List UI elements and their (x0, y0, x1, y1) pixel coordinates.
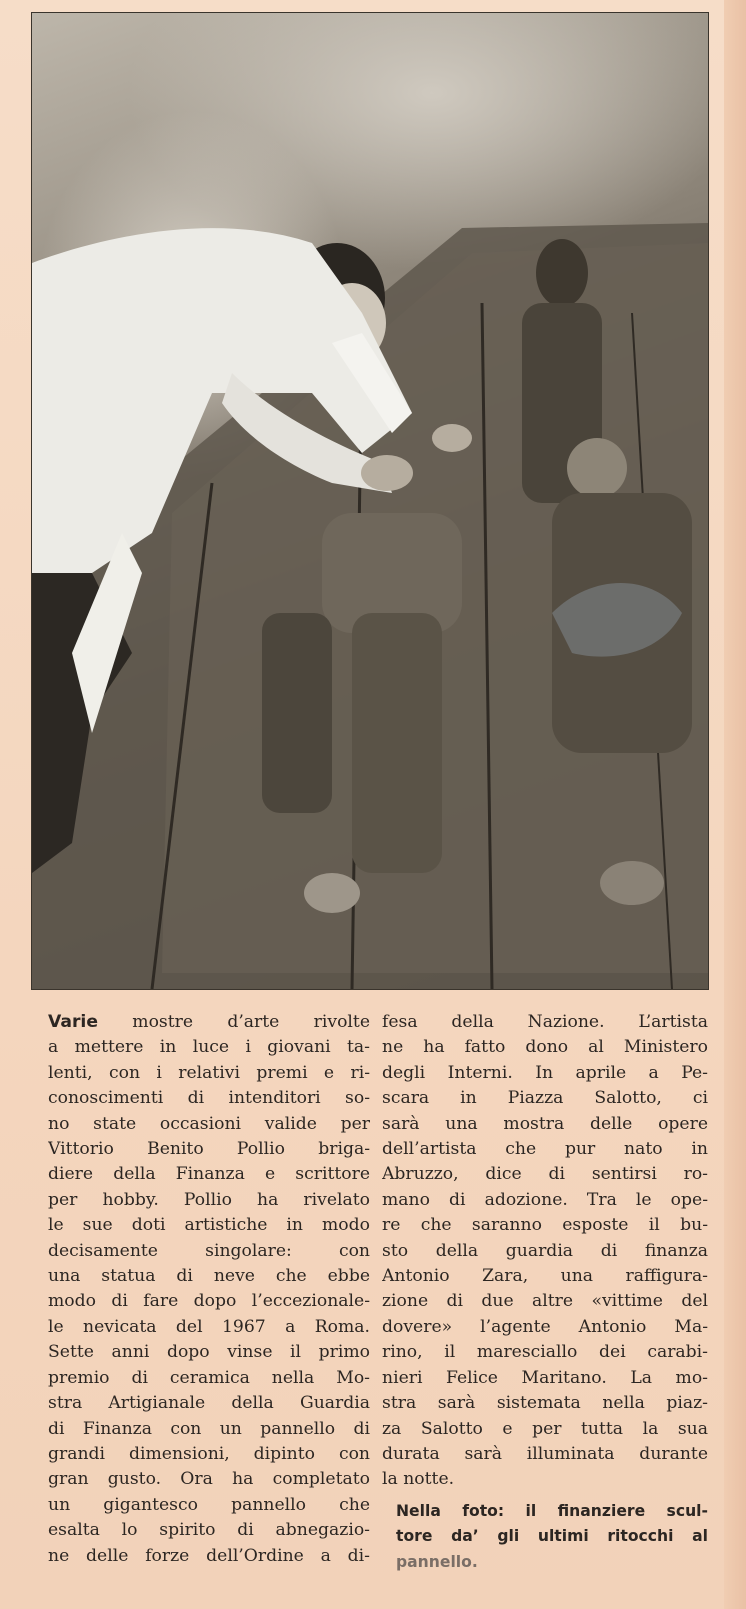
article-line: no state occasioni valide per (48, 1113, 370, 1134)
article-line: zione di due altre «vittime del (382, 1291, 708, 1312)
article-line: sarà una mostra delle opere (382, 1113, 708, 1134)
article-line: modo di fare dopo l’eccezionale- (48, 1291, 370, 1312)
article-column-1 (48, 1010, 370, 1569)
article-line: ne ha fatto dono al Ministero (382, 1037, 708, 1058)
article-line: conoscimenti di intenditori so- (48, 1088, 370, 1109)
article-line: Sette anni dopo vinse il primo (48, 1342, 370, 1363)
article-line: la notte. (382, 1469, 455, 1490)
article-line: decisamente singolare: con (48, 1240, 370, 1261)
article-line: dovere» l’agente Antonio Ma- (382, 1316, 708, 1337)
article-line: di Finanza con un pannello di (48, 1418, 370, 1439)
article-line: Abruzzo, dice di sentirsi ro- (382, 1164, 708, 1185)
article-line: Vittorio Benito Pollio briga- (48, 1139, 370, 1160)
article-line: lenti, con i relativi premi e ri- (48, 1062, 370, 1083)
paper-edge (724, 0, 746, 1609)
article-line: fesa della Nazione. L’artista (382, 1012, 708, 1032)
article-line: per hobby. Pollio ha rivelato (48, 1189, 370, 1210)
article-line: ne delle forze dell’Ordine a di- (48, 1545, 370, 1566)
photo-caption (382, 1499, 708, 1575)
article-line: rino, il maresciallo dei carabi- (382, 1342, 708, 1363)
article-line: grandi dimensioni, dipinto con (48, 1443, 370, 1464)
article-line: stra Artigianale della Guardia (48, 1393, 370, 1414)
caption-line: Nella foto: il finanziere scul- (396, 1501, 708, 1520)
article-column-2 (382, 1010, 708, 1575)
article-line: dell’artista che pur nato in (382, 1139, 708, 1160)
article-line: Varie mostre d’arte rivolte (48, 1012, 370, 1032)
article-line: premio di ceramica nella Mo- (48, 1367, 370, 1388)
article-line: Antonio Zara, una raffigura- (382, 1266, 708, 1287)
article-line: scara in Piazza Salotto, ci (382, 1088, 708, 1109)
article-line: esalta lo spirito di abnegazio- (48, 1520, 370, 1541)
article-line: mano di adozione. Tra le ope- (382, 1189, 708, 1210)
article-line: a mettere in luce i giovani ta- (48, 1037, 370, 1058)
article-line: stra sarà sistemata nella piaz- (382, 1393, 708, 1414)
article-line: za Salotto e per tutta la sua (382, 1418, 708, 1439)
article-line: gran gusto. Ora ha completato (48, 1469, 370, 1490)
article-photo (31, 12, 709, 990)
sculptor-photo-illustration (32, 13, 708, 989)
lead-word: Varie (48, 1012, 98, 1032)
article-line: re che saranno esposte il bu- (382, 1215, 708, 1236)
article-line: un gigantesco pannello che (48, 1494, 370, 1515)
caption-line: pannello. (396, 1552, 478, 1571)
article-line: nieri Felice Maritano. La mo- (382, 1367, 708, 1388)
article-line: una statua di neve che ebbe (48, 1266, 370, 1287)
article-line: sto della guardia di finanza (382, 1240, 708, 1261)
article-line: degli Interni. In aprile a Pe- (382, 1062, 708, 1083)
caption-line: tore da’ gli ultimi ritocchi al (396, 1527, 708, 1546)
article-line: durata sarà illuminata durante (382, 1443, 708, 1464)
article-line: le nevicata del 1967 a Roma. (48, 1316, 370, 1337)
article-line: le sue doti artistiche in modo (48, 1215, 370, 1236)
article-line: diere della Finanza e scrittore (48, 1164, 370, 1185)
